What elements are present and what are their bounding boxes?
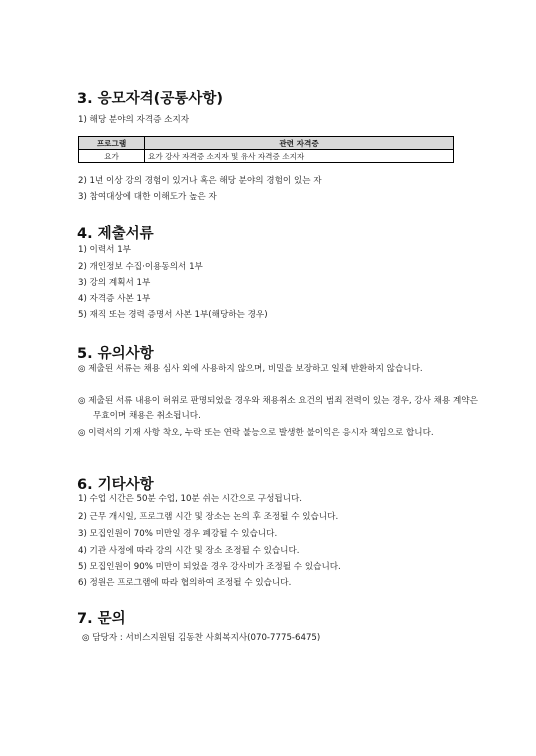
section-3-item-3: 3) 참여대상에 대한 이해도가 높은 자 (78, 192, 217, 202)
section-4-title: 4. 제출서류 (77, 226, 154, 242)
table-header-program: 프로그램 (79, 137, 145, 150)
list-item: 4) 자격증 사본 1부 (78, 294, 151, 304)
list-item: 4) 기관 사정에 따라 강의 시간 및 장소 조정될 수 있습니다. (78, 546, 300, 556)
list-item: 6) 정원은 프로그램에 따라 협의하여 조정될 수 있습니다. (78, 578, 292, 588)
note-item: ◎ 이력서의 기재 사항 착오, 누락 또는 연락 불능으로 발생한 불이익은 응시자 책임으로 합니다. (78, 428, 434, 438)
table-row (79, 150, 454, 163)
section-5-title: 5. 유의사항 (77, 346, 154, 362)
list-item: 1) 이력서 1부 (78, 245, 131, 255)
section-3-item-2: 2) 1년 이상 강의 경험이 있거나 혹은 해당 분야의 경험이 있는 자 (78, 176, 322, 186)
table-cell-certificate: 요가 강사 자격증 소지자 및 유사 자격증 소지자 (145, 150, 454, 163)
list-item: 2) 근무 개시일, 프로그램 시간 및 장소는 논의 후 조정될 수 있습니다. (78, 512, 339, 522)
list-item: 3) 강의 계획서 1부 (78, 278, 151, 288)
section-7-title: 7. 문의 (77, 611, 126, 627)
list-item: 5) 재직 또는 경력 증명서 사본 1부(해당하는 경우) (78, 310, 268, 320)
section-3-item-1: 1) 해당 분야의 자격증 소지자 (78, 115, 190, 125)
qualification-table (78, 136, 454, 163)
list-item: 5) 모집인원이 90% 미만이 되었을 경우 강사비가 조정될 수 있습니다. (78, 562, 341, 572)
table-header-certificate: 관련 자격증 (145, 137, 454, 150)
list-item: 1) 수업 시간은 50분 수업, 10분 쉬는 시간으로 구성됩니다. (78, 494, 303, 504)
list-item: 3) 모집인원이 70% 미만일 경우 폐강될 수 있습니다. (78, 529, 278, 539)
section-3-title: 3. 응모자격(공통사항) (77, 91, 223, 107)
note-item: ◎ 제출된 서류 내용이 허위로 판명되었을 경우와 채용취소 요건의 범죄 전력이 있는 경우, 강사 채용 계약은 무효이며 채용은 취소됩니다. (78, 396, 478, 421)
table-header-row (79, 137, 454, 150)
list-item: 2) 개인정보 수집·이용동의서 1부 (78, 262, 203, 272)
section-6-title: 6. 기타사항 (77, 477, 154, 493)
note-item: ◎ 제출된 서류는 채용 심사 외에 사용하지 않으며, 비밀을 보장하고 일체 반환하지 않습니다. (78, 364, 423, 374)
table-cell-program: 요가 (79, 150, 145, 163)
contact-info: ◎ 담당자 : 서비스지원팀 김동찬 사회복지사(070-7775-6475) (82, 633, 321, 643)
